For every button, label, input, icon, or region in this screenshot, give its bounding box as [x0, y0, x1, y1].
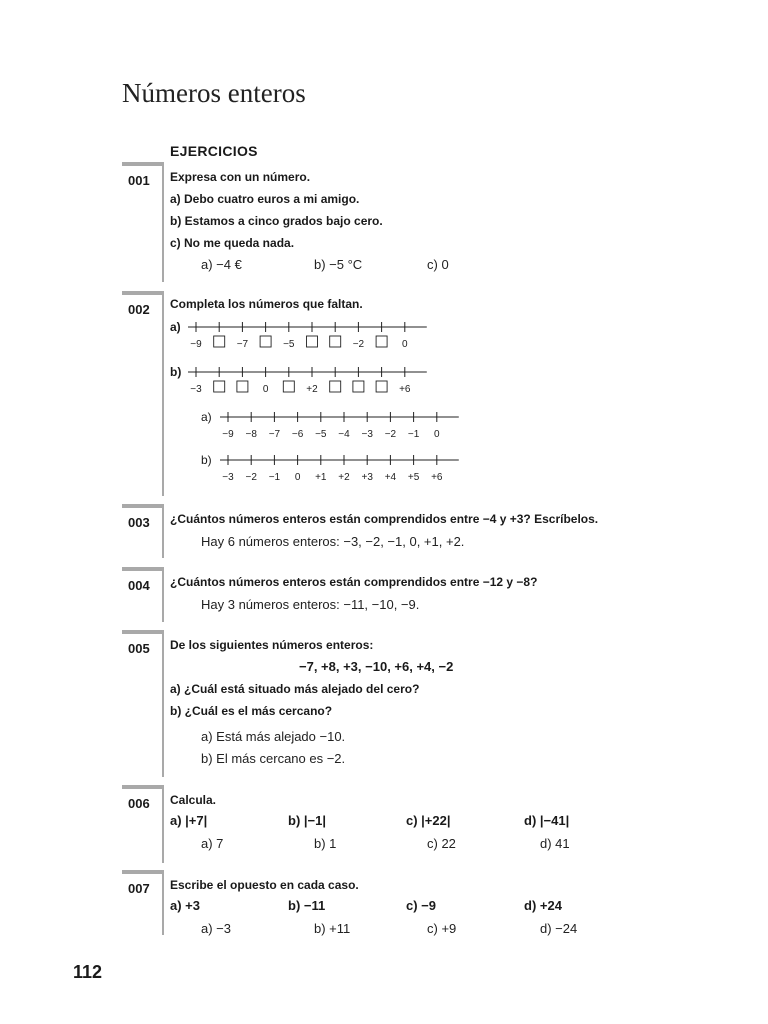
- answer: b) +11: [314, 921, 351, 936]
- answer: a) 7: [201, 836, 224, 851]
- exercise-item: c) |+22|: [406, 813, 451, 828]
- answer-label: a): [201, 410, 212, 424]
- blank-box: [214, 336, 225, 347]
- exercise-006: [122, 785, 722, 863]
- exercise-item: a) +3: [170, 898, 200, 913]
- tick-label: 0: [262, 384, 269, 395]
- tick-label: +2: [306, 384, 318, 395]
- exercise-item: a) Debo cuatro euros a mi amigo.: [170, 192, 360, 206]
- blank-box: [283, 381, 294, 392]
- answer: d) 41: [540, 836, 570, 851]
- tick-label: +5: [407, 472, 420, 483]
- tick-label: 0: [294, 472, 301, 483]
- number-set: −7, +8, +3, −10, +6, +4, −2: [299, 659, 454, 674]
- tick-label: −1: [268, 472, 281, 483]
- exercise-005: [122, 630, 722, 777]
- answer: d) −24: [540, 921, 578, 936]
- exercise-title: ¿Cuántos números enteros están comprendidos entre −4 y +3? Escríbelos.: [170, 512, 599, 526]
- blank-box: [307, 336, 318, 347]
- tick-label: −7: [236, 339, 249, 350]
- exercise-item: a) ¿Cuál está situado más alejado del cero?: [170, 682, 420, 696]
- blank-box: [214, 381, 225, 392]
- tick-label: −2: [352, 339, 365, 350]
- answer: b) −5 °C: [314, 257, 363, 272]
- exercise-item: b) ¿Cuál es el más cercano?: [170, 704, 333, 718]
- tick-label: +3: [361, 472, 373, 483]
- exercise-bar: [122, 870, 164, 874]
- tick-label: +2: [338, 472, 350, 483]
- exercise-bar: [122, 291, 164, 295]
- tick-label: −9: [222, 429, 234, 440]
- exercise-item: a) |+7|: [170, 813, 208, 828]
- tick-label: +1: [315, 472, 327, 483]
- exercise-item: b) Estamos a cinco grados bajo cero.: [170, 214, 383, 228]
- tick-label: +6: [431, 472, 443, 483]
- chapter-title: Números enteros: [122, 78, 306, 108]
- exercise-title: De los siguientes números enteros:: [170, 638, 374, 652]
- exercise-rule: [162, 567, 164, 622]
- answer: b) El más cercano es −2.: [201, 751, 346, 766]
- blank-box: [353, 381, 364, 392]
- exercise-item: d) +24: [524, 898, 562, 913]
- section-label: EJERCICIOS: [170, 143, 258, 159]
- exercise-number: 002: [128, 302, 150, 317]
- item-label: a): [170, 320, 181, 334]
- exercise-bar: [122, 785, 164, 789]
- blank-box: [376, 381, 387, 392]
- item-label: b): [170, 365, 182, 379]
- tick-label: −3: [190, 384, 202, 395]
- page-number: 112: [73, 962, 103, 982]
- number-line-question-a: [188, 321, 438, 355]
- answer: a) Está más alejado −10.: [201, 729, 346, 744]
- blank-box: [260, 336, 271, 347]
- exercise-rule: [162, 504, 164, 558]
- tick-label: 0: [434, 429, 440, 440]
- exercise-003: [122, 504, 722, 558]
- blank-box: [237, 381, 248, 392]
- exercise-bar: [122, 630, 164, 634]
- exercise-number: 006: [128, 796, 150, 811]
- tick-label: −5: [315, 429, 327, 440]
- tick-label: −6: [291, 429, 304, 440]
- exercise-number: 007: [128, 881, 150, 896]
- number-line-question-b: [188, 366, 438, 400]
- tick-label: −1: [407, 429, 420, 440]
- exercise-rule: [162, 162, 164, 282]
- exercise-item: d) |−41|: [524, 813, 570, 828]
- tick-label: −5: [283, 339, 295, 350]
- exercise-title: Completa los números que faltan.: [170, 297, 363, 311]
- exercise-number: 001: [128, 173, 150, 188]
- exercise-item: c) No me queda nada.: [170, 236, 295, 250]
- exercise-item: b) −11: [288, 898, 326, 913]
- answer: c) 0: [427, 257, 449, 272]
- number-line-answer-a: [220, 411, 470, 445]
- exercise-title: Calcula.: [170, 793, 217, 807]
- exercise-rule: [162, 870, 164, 935]
- exercise-item: c) −9: [406, 898, 436, 913]
- exercise-number: 003: [128, 515, 150, 530]
- blank-box: [330, 381, 341, 392]
- exercise-title: ¿Cuántos números enteros están comprendidos entre −12 y −8?: [170, 575, 538, 589]
- answer: c) +9: [427, 921, 457, 936]
- blank-box: [330, 336, 341, 347]
- exercise-007: [122, 870, 722, 935]
- tick-label: −9: [190, 339, 202, 350]
- tick-label: 0: [402, 339, 408, 350]
- answer: b) 1: [314, 836, 337, 851]
- tick-label: +6: [399, 384, 411, 395]
- exercise-item: b) |−1|: [288, 813, 326, 828]
- tick-label: −3: [361, 429, 373, 440]
- exercise-004: [122, 567, 722, 622]
- exercise-rule: [162, 630, 164, 777]
- blank-box: [376, 336, 387, 347]
- tick-label: −8: [245, 429, 257, 440]
- exercise-rule: [162, 785, 164, 863]
- exercise-bar: [122, 567, 164, 571]
- answer: a) −3: [201, 921, 231, 936]
- number-line-answer-b: [220, 454, 470, 488]
- tick-label: −2: [384, 429, 397, 440]
- exercise-title: Escribe el opuesto en cada caso.: [170, 878, 359, 892]
- tick-label: −2: [245, 472, 257, 483]
- tick-label: −7: [268, 429, 281, 440]
- answer: a) −4 €: [201, 257, 242, 272]
- answer: c) 22: [427, 836, 456, 851]
- tick-label: −3: [222, 472, 234, 483]
- tick-label: −4: [338, 429, 350, 440]
- exercise-rule: [162, 291, 164, 496]
- exercise-number: 005: [128, 641, 150, 656]
- answer-label: b): [201, 453, 212, 467]
- exercise-bar: [122, 504, 164, 508]
- exercise-001: [122, 162, 722, 282]
- answer: Hay 3 números enteros: −11, −10, −9.: [201, 597, 420, 612]
- answer: Hay 6 números enteros: −3, −2, −1, 0, +1, +2.: [201, 534, 465, 549]
- exercise-number: 004: [128, 578, 150, 593]
- tick-label: +4: [384, 472, 397, 483]
- exercise-title: Expresa con un número.: [170, 170, 311, 184]
- exercise-002: [122, 291, 722, 496]
- exercise-bar: [122, 162, 164, 166]
